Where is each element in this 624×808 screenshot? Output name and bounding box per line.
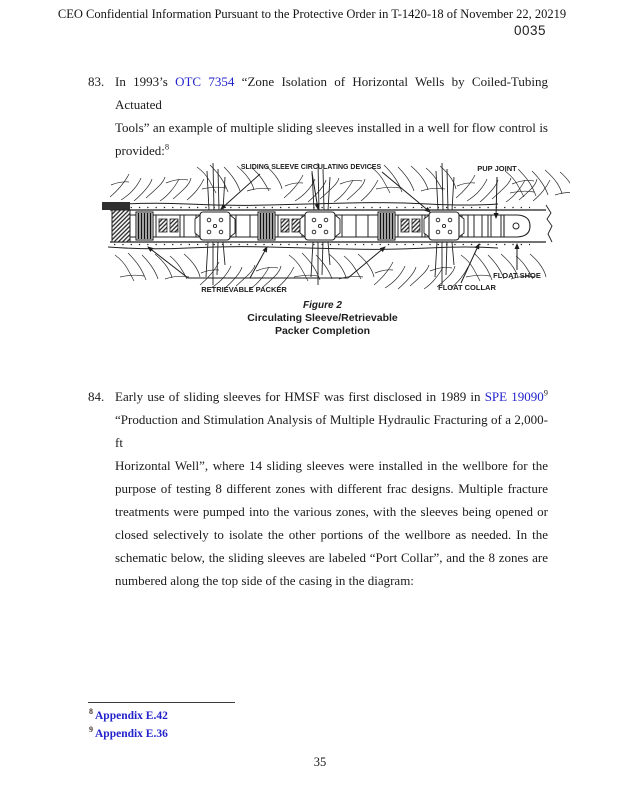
figure-label-float-shoe: FLOAT SHOE [493,271,541,280]
paragraph-84-line-1: Early use of sliding sleeves for HMSF was first disclosed in 1989 in SPE 19090$^9$ [115,387,549,404]
page-number: 35 [313,755,327,769]
paragraph-84-line-3: Horizontal Well”, where 14 sliding sleeves were installed in the wellbore for the [115,458,548,473]
footnote-ref-9: 9 [543,387,549,398]
paragraph-84-line-5: treatments were pumped into the various zones, with the sleeves being opened or [115,504,548,519]
otc-7354-link[interactable]: OTC 7354 [175,74,235,89]
paragraph-84 [88,385,553,592]
paragraph-83-line-3: provided:$^8$ [115,141,170,158]
footnote-8-marker: 8 [89,707,93,716]
paragraph-84-line-2: “Production and Stimulation Analysis of Multiple Hydraulic Fracturing of a 2,000-ft [115,412,548,450]
appendix-e36-link[interactable]: Appendix E.36 [95,728,168,741]
float-shoe-device [504,215,530,237]
bates-number: 0035 [513,23,546,38]
figure-label-pup-joint: PUP JOINT [477,164,517,173]
paragraph-83-number: 83. [88,74,105,89]
figure-label-retrievable-packer: RETRIEVABLE PACKER [201,285,287,294]
circulating-devices [195,212,464,240]
casing-shoulder-shading [102,202,130,210]
footnotes [89,705,168,742]
paragraph-83 [88,70,553,162]
figure-label-sliding-sleeve: SLIDING SLEEVE CIRCULATING DEVICES [240,164,382,171]
paragraph-84-number: 84. [88,389,105,404]
completion-diagram [100,157,570,303]
footnote-separator [88,702,235,703]
figure-caption-number: Figure 2 [303,300,342,311]
paragraph-83-line-2: Tools” an example of multiple sliding sleeves installed in a well for flow control is [115,120,548,135]
casing-stub [112,210,130,242]
figure-label-float-collar: FLOAT COLLAR [438,283,496,292]
figure-caption-title-line-2: Packer Completion [274,324,371,337]
figure-caption [100,300,545,337]
confidentiality-header: CEO Confidential Information Pursuant to the Protective Order in T-1420-18 of November 22, 20219 [57,7,567,21]
figure-caption-title-line-1: Circulating Sleeve/Retrievable [247,312,398,324]
paragraph-84-line-8: numbered along the top side of the casing in the diagram: [115,573,414,588]
paragraph-84-line-4: purpose of testing 8 different zones with different frac designs. Multiple fracture [115,481,548,496]
footnote-9 [89,723,168,741]
footnote-8 [89,705,168,723]
spe-19090-link[interactable]: SPE 19090 [484,389,544,404]
paragraph-84-line-7: schematic below, the sliding sleeves are labeled “Port Collar”, and the 8 zones are [115,550,548,565]
paragraph-83-line-1: In 1993’s OTC 7354 “Zone Isolation of Horizontal Wells by Coiled-Tubing Actuated [115,74,548,112]
footnote-ref-8: 8 [164,141,170,152]
appendix-e42-link[interactable]: Appendix E.42 [95,709,168,722]
float-collar-device [468,215,488,237]
footnote-9-marker: 9 [89,725,93,735]
paragraph-84-line-6: closed selectively to isolate the other portions of the wellbore as needed. In the [115,527,548,542]
